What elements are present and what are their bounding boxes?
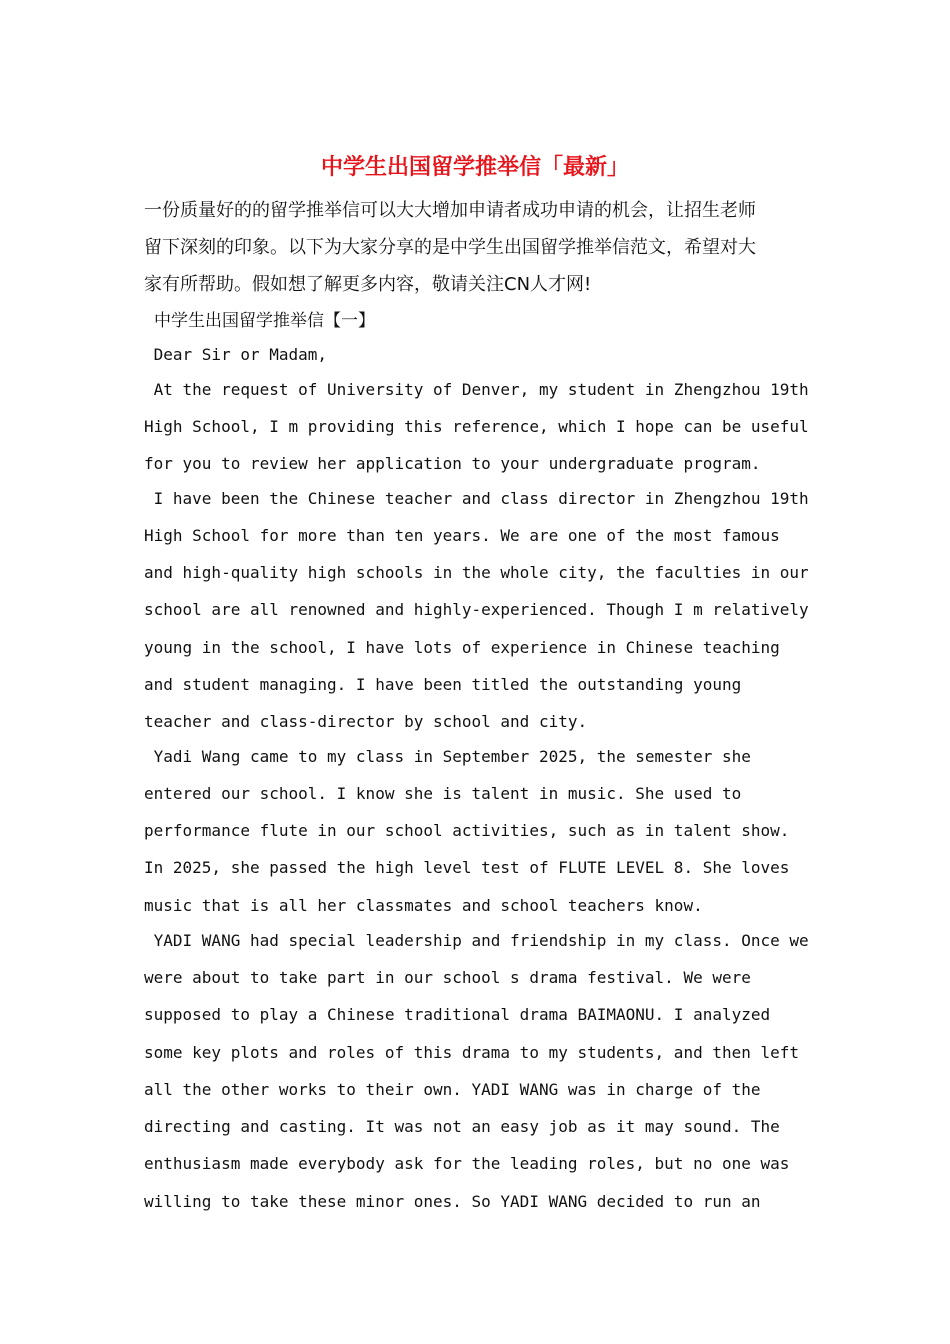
letter-line: At the request of University of Denver, my student in Zhengzhou 19th [144,380,809,399]
letter-line: some key plots and roles of this drama to my students, and then left [144,1043,800,1062]
letter-line: High School for more than ten years. We are one of the most famous [144,526,780,545]
letter-line: supposed to play a Chinese traditional drama BAIMAONU. I analyzed [144,1005,771,1024]
intro-line: 家有所帮助。假如想了解更多内容，敬请关注CN人才网! [144,274,592,295]
intro-paragraph [144,192,814,303]
letter-line: Dear Sir or Madam, [144,345,328,364]
intro-line: 一份质量好的的留学推举信可以大大增加申请者成功申请的机会，让招生老师 [144,200,756,221]
letter-line: High School, I m providing this reference, which I hope can be useful [144,417,809,436]
intro-line: 留下深刻的印象。以下为大家分享的是中学生出国留学推举信范文，希望对大 [144,237,756,258]
letter-line: and high-quality high schools in the whole city, the faculties in our [144,563,809,582]
letter-line: school are all renowned and highly-experienced. Though I m relatively [144,600,809,619]
letter-line: YADI WANG had special leadership and friendship in my class. Once we [144,931,809,950]
letter-line: entered our school. I know she is talent in music. She used to [144,784,742,803]
letter-line: for you to review her application to your undergraduate program. [144,454,761,473]
document-title: 中学生出国留学推举信「最新」 [320,155,629,180]
letter-line: were about to take part in our school s drama festival. We were [144,968,751,987]
letter-line: Yadi Wang came to my class in September 2025, the semester she [144,747,751,766]
letter-subheading: 中学生出国留学推举信【一】 [154,311,375,331]
letter-line: teacher and class-director by school and city. [144,712,588,731]
letter-line: all the other works to their own. YADI WANG was in charge of the [144,1080,761,1099]
letter-line: directing and casting. It was not an easy job as it may sound. The [144,1117,780,1136]
letter-line: performance flute in our school activities, such as in talent show. [144,821,790,840]
letter-line: young in the school, I have lots of experience in Chinese teaching [144,638,780,657]
letter-line: music that is all her classmates and school teachers know. [144,896,703,915]
letter-line: I have been the Chinese teacher and class director in Zhengzhou 19th [144,489,809,508]
letter-line: enthusiasm made everybody ask for the leading roles, but no one was [144,1154,790,1173]
letter-line: willing to take these minor ones. So YADI WANG decided to run an [144,1192,761,1211]
letter-line: and student managing. I have been titled the outstanding young [144,675,742,694]
letter-line: In 2025, she passed the high level test of FLUTE LEVEL 8. She loves [144,858,790,877]
